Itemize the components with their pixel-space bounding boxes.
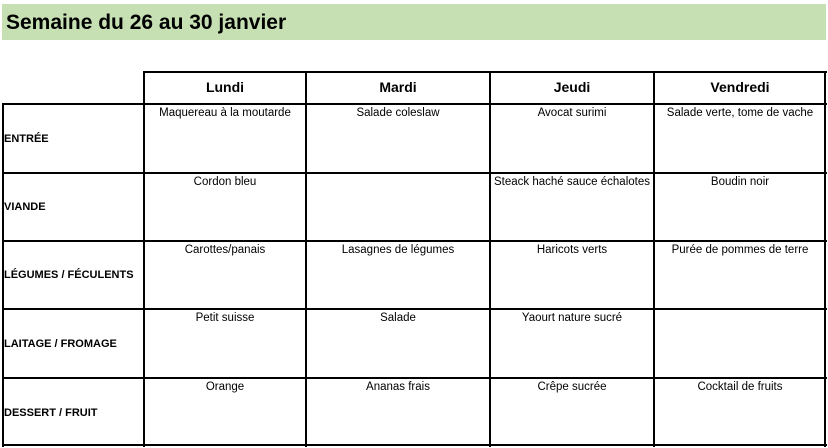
- menu-cell: Maquereau à la moutarde: [159, 107, 291, 119]
- grid-line: [2, 104, 4, 447]
- grid-line: [824, 71, 826, 447]
- menu-cell: Salade verte, tome de vache: [666, 107, 814, 119]
- menu-cell: Salade coleslaw: [356, 107, 440, 119]
- menu-cell: Avocat surimi: [537, 107, 607, 119]
- menu-cell: Petit suisse: [195, 312, 255, 324]
- menu-cell: [654, 309, 826, 378]
- grid-line: [2, 377, 827, 379]
- menu-cell: Boudin noir: [710, 176, 770, 188]
- menu-cell: Haricots verts: [536, 244, 608, 256]
- menu-cell: Salade: [380, 312, 416, 324]
- grid-line: [2, 444, 827, 446]
- day-header-mardi: Mardi: [379, 79, 417, 95]
- row-label: ENTRÉE: [4, 132, 49, 145]
- menu-cell: Lasagnes de légumes: [341, 244, 455, 256]
- grid-line: [143, 71, 145, 447]
- row-label: LÉGUMES / FÉCULENTS: [4, 269, 134, 281]
- menu-cell: Cordon bleu: [193, 176, 257, 188]
- grid-line: [2, 240, 827, 242]
- menu-cell: Steack haché sauce échalotes: [494, 176, 650, 188]
- menu-cell: Yaourt nature sucré: [521, 312, 623, 324]
- grid-line: [305, 71, 307, 447]
- menu-cell: Orange: [205, 381, 245, 393]
- week-title-banner: [2, 4, 826, 40]
- menu-cell: Ananas frais: [366, 381, 430, 393]
- menu-cell: Cocktail de fruits: [697, 381, 783, 393]
- page-title: Semaine du 26 au 30 janvier: [6, 11, 287, 34]
- menu-cell: Purée de pommes de terre: [671, 244, 809, 256]
- grid-line: [489, 71, 491, 447]
- grid-line: [144, 71, 827, 73]
- grid-line: [2, 308, 827, 310]
- day-header-vendredi: Vendredi: [710, 79, 770, 95]
- grid-line: [2, 172, 827, 174]
- menu-cell: Carottes/panais: [184, 244, 266, 256]
- menu-table: [2, 71, 826, 447]
- menu-cell: [306, 173, 490, 241]
- row-label: LAITAGE / FROMAGE: [4, 337, 117, 350]
- grid-line: [653, 71, 655, 447]
- row-label: DESSERT / FRUIT: [4, 406, 98, 419]
- menu-cell: Crêpe sucrée: [537, 381, 607, 393]
- grid-line: [2, 103, 827, 105]
- day-header-lundi: Lundi: [205, 79, 245, 95]
- day-header-jeudi: Jeudi: [553, 79, 591, 95]
- row-label: VIANDE: [4, 201, 46, 213]
